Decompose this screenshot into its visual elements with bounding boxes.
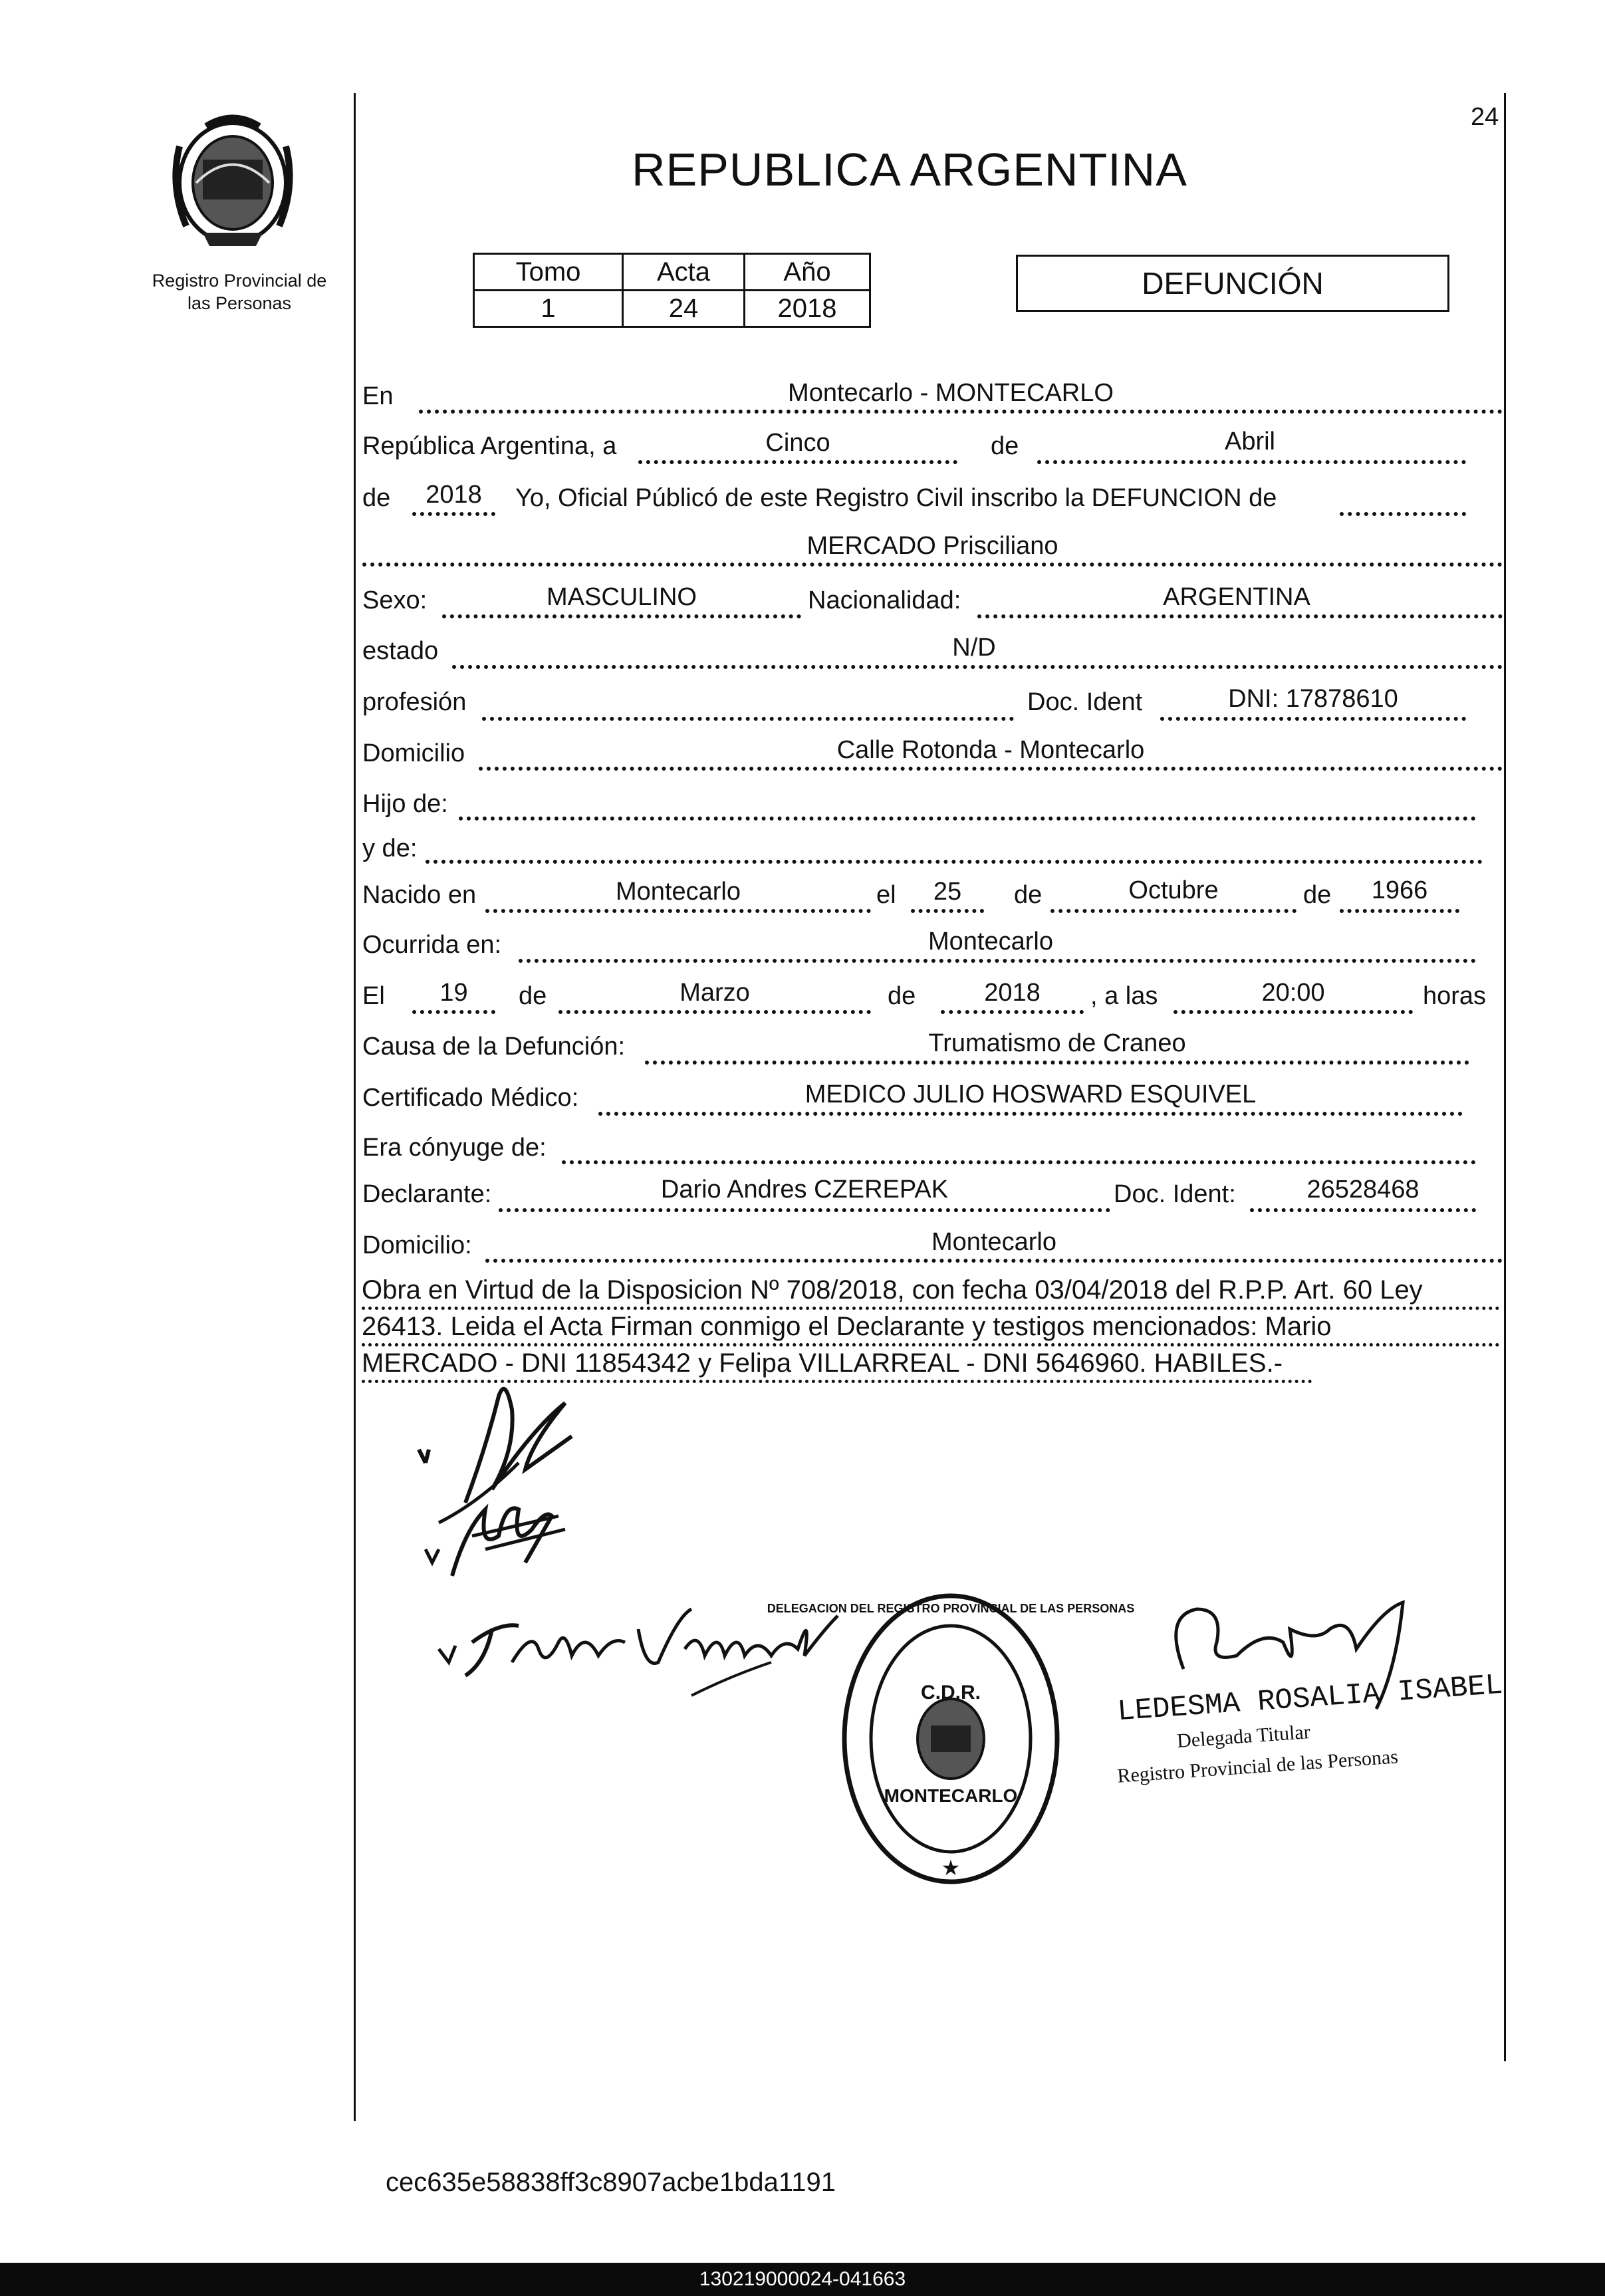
dotted-line (645, 1061, 1469, 1065)
alas-label: , a las (1090, 982, 1158, 1010)
decl-domicilio-label: Domicilio: (362, 1231, 472, 1259)
en-label: En (362, 382, 394, 410)
stamp-cdr-text: C.D.R. (921, 1682, 981, 1704)
record-type-box: DEFUNCIÓN (1016, 255, 1449, 312)
estado-value: N/D (952, 634, 996, 662)
document-hash: cec635e58838ff3c8907acbe1bda1191 (386, 2168, 836, 2197)
ocurrida-value: Montecarlo (928, 928, 1053, 956)
anio-header: Año (745, 254, 870, 291)
registry-caption (133, 269, 346, 315)
domicilio-label: Domicilio (362, 739, 465, 767)
right-margin-line (1504, 93, 1506, 2061)
month-value: Abril (1224, 428, 1276, 455)
dotted-line (1340, 512, 1466, 516)
record-number-table (473, 253, 871, 328)
hijo-label: Hijo de: (362, 790, 448, 818)
dotted-line (452, 665, 1503, 669)
tomo-value: 1 (474, 291, 623, 327)
year-value: 2018 (426, 481, 482, 509)
dotted-line (482, 717, 1014, 721)
dotted-line (485, 909, 871, 913)
birth-day: 25 (933, 878, 962, 906)
declarante-value: Dario Andres CZEREPAK (660, 1176, 949, 1204)
en-value: Montecarlo - MONTECARLO (788, 379, 1114, 407)
dotted-line (558, 1010, 871, 1014)
decl-domicilio-value: Montecarlo (931, 1228, 1056, 1256)
dotted-line (419, 410, 1503, 414)
stamp-outer-text: DELEGACION DEL REGISTRO PROVINCIAL DE LAS PERSONAS (767, 1602, 1135, 1615)
barcode-footer: 130219000024-041663 (0, 2263, 1605, 2296)
nacionalidad-value: ARGENTINA (1163, 583, 1310, 611)
death-month: Marzo (679, 979, 750, 1007)
dotted-line (426, 860, 1483, 864)
official-registry-stamp: Registro Provincial de las Personas (1116, 1745, 1399, 1787)
declarante-label: Declarante: (362, 1180, 492, 1208)
death-time: 20:00 (1261, 979, 1325, 1007)
domicilio-value: Calle Rotonda - Montecarlo (836, 736, 1145, 764)
official-name-stamp: LEDESMA ROSALIA ISABEL (1116, 1668, 1504, 1729)
dotted-line (519, 959, 1476, 963)
dotted-line (459, 817, 1476, 821)
anio-value: 2018 (745, 291, 870, 327)
acta-header: Acta (623, 254, 745, 291)
death-day: 19 (439, 979, 468, 1007)
profesion-label: profesión (362, 688, 467, 716)
el2-label: El (362, 982, 385, 1010)
acta-value: 24 (623, 291, 745, 327)
birth-year: 1966 (1371, 876, 1428, 904)
dotted-line (977, 614, 1503, 618)
death-year: 2018 (984, 979, 1041, 1007)
sexo-label: Sexo: (362, 586, 428, 614)
deceased-name: MERCADO Prisciliano (806, 532, 1058, 560)
death-de2-label: de (888, 982, 916, 1010)
dotted-line (1250, 1208, 1476, 1212)
dotted-line (1037, 460, 1466, 464)
dotted-line (562, 1160, 1476, 1164)
ocurrida-label: Ocurrida en: (362, 931, 502, 959)
dotted-line (1050, 909, 1296, 913)
estado-label: estado (362, 637, 439, 665)
dotted-line (362, 563, 1503, 567)
dotted-line (412, 512, 495, 516)
notes-line-2: 26413. Leida el Acta Firman conmigo el Declarante y testigos mencionados: Mario (362, 1310, 1500, 1346)
certificado-label: Certificado Médico: (362, 1084, 579, 1112)
nacionalidad-label: Nacionalidad: (808, 586, 961, 614)
official-round-stamp (767, 1583, 1135, 1895)
yde-label: y de: (362, 834, 418, 862)
horas-label: horas (1423, 982, 1487, 1010)
nacido-value: Montecarlo (616, 878, 741, 906)
registry-caption-line2: las Personas (187, 293, 292, 313)
el-label: el (876, 881, 896, 909)
registry-caption-line1: Registro Provincial de (152, 271, 327, 291)
tomo-header: Tomo (474, 254, 623, 291)
birth-de1-label: de (1014, 881, 1043, 909)
yo-text: Yo, Oficial Públicó de este Registro Civil inscribo la DEFUNCION de (515, 484, 1277, 512)
dotted-line (941, 1010, 1084, 1014)
sexo-value: MASCULINO (547, 583, 697, 611)
dotted-line (499, 1208, 1110, 1212)
dotted-line (479, 767, 1503, 771)
notes-line-3: MERCADO - DNI 11854342 y Felipa VILLARREAL - DNI 5646960. HABILES.- (362, 1346, 1312, 1383)
dotted-line (412, 1010, 495, 1014)
causa-value: Trumatismo de Craneo (928, 1029, 1186, 1057)
decl-doc-value: 26528468 (1306, 1176, 1420, 1204)
dotted-line (1173, 1010, 1413, 1014)
witness-signature-mario (412, 1489, 585, 1589)
dotted-line (442, 614, 801, 618)
certificado-value: MEDICO JULIO HOSWARD ESQUIVEL (804, 1081, 1257, 1108)
dotted-line (1340, 909, 1459, 913)
death-de1-label: de (519, 982, 547, 1010)
republica-label: República Argentina, a (362, 432, 617, 460)
page-number: 24 (1471, 103, 1499, 131)
dotted-line (638, 460, 957, 464)
stamp-montecarlo-text: MONTECARLO (884, 1785, 1018, 1806)
dotted-line (911, 909, 984, 913)
doc-ident-label: Doc. Ident (1027, 688, 1143, 716)
nacido-label: Nacido en (362, 881, 477, 909)
left-margin-line (354, 93, 356, 2121)
dotted-line (1160, 717, 1466, 721)
de-label: de (991, 432, 1019, 460)
causa-label: Causa de la Defunción: (362, 1033, 626, 1061)
dotted-line (598, 1112, 1463, 1116)
notes-line-1: Obra en Virtud de la Disposicion Nº 708/2018, con fecha 03/04/2018 del R.P.P. Art. 60 Ley (362, 1273, 1500, 1310)
notes-paragraph (362, 1273, 1500, 1383)
day-value: Cinco (765, 429, 830, 457)
doc-ident-value: DNI: 17878610 (1228, 685, 1398, 713)
official-title-stamp: Delegada Titular (1176, 1721, 1311, 1752)
birth-de2-label: de (1303, 881, 1332, 909)
decl-doc-label: Doc. Ident: (1114, 1180, 1236, 1208)
page-title: REPUBLICA ARGENTINA (632, 144, 1187, 195)
conyuge-label: Era cónyuge de: (362, 1134, 547, 1162)
year-prefix-label: de (362, 484, 391, 512)
dotted-line (485, 1259, 1503, 1263)
stamp-star: ★ (941, 1855, 961, 1880)
misiones-seal-logo (156, 106, 309, 253)
birth-month: Octubre (1128, 876, 1219, 904)
